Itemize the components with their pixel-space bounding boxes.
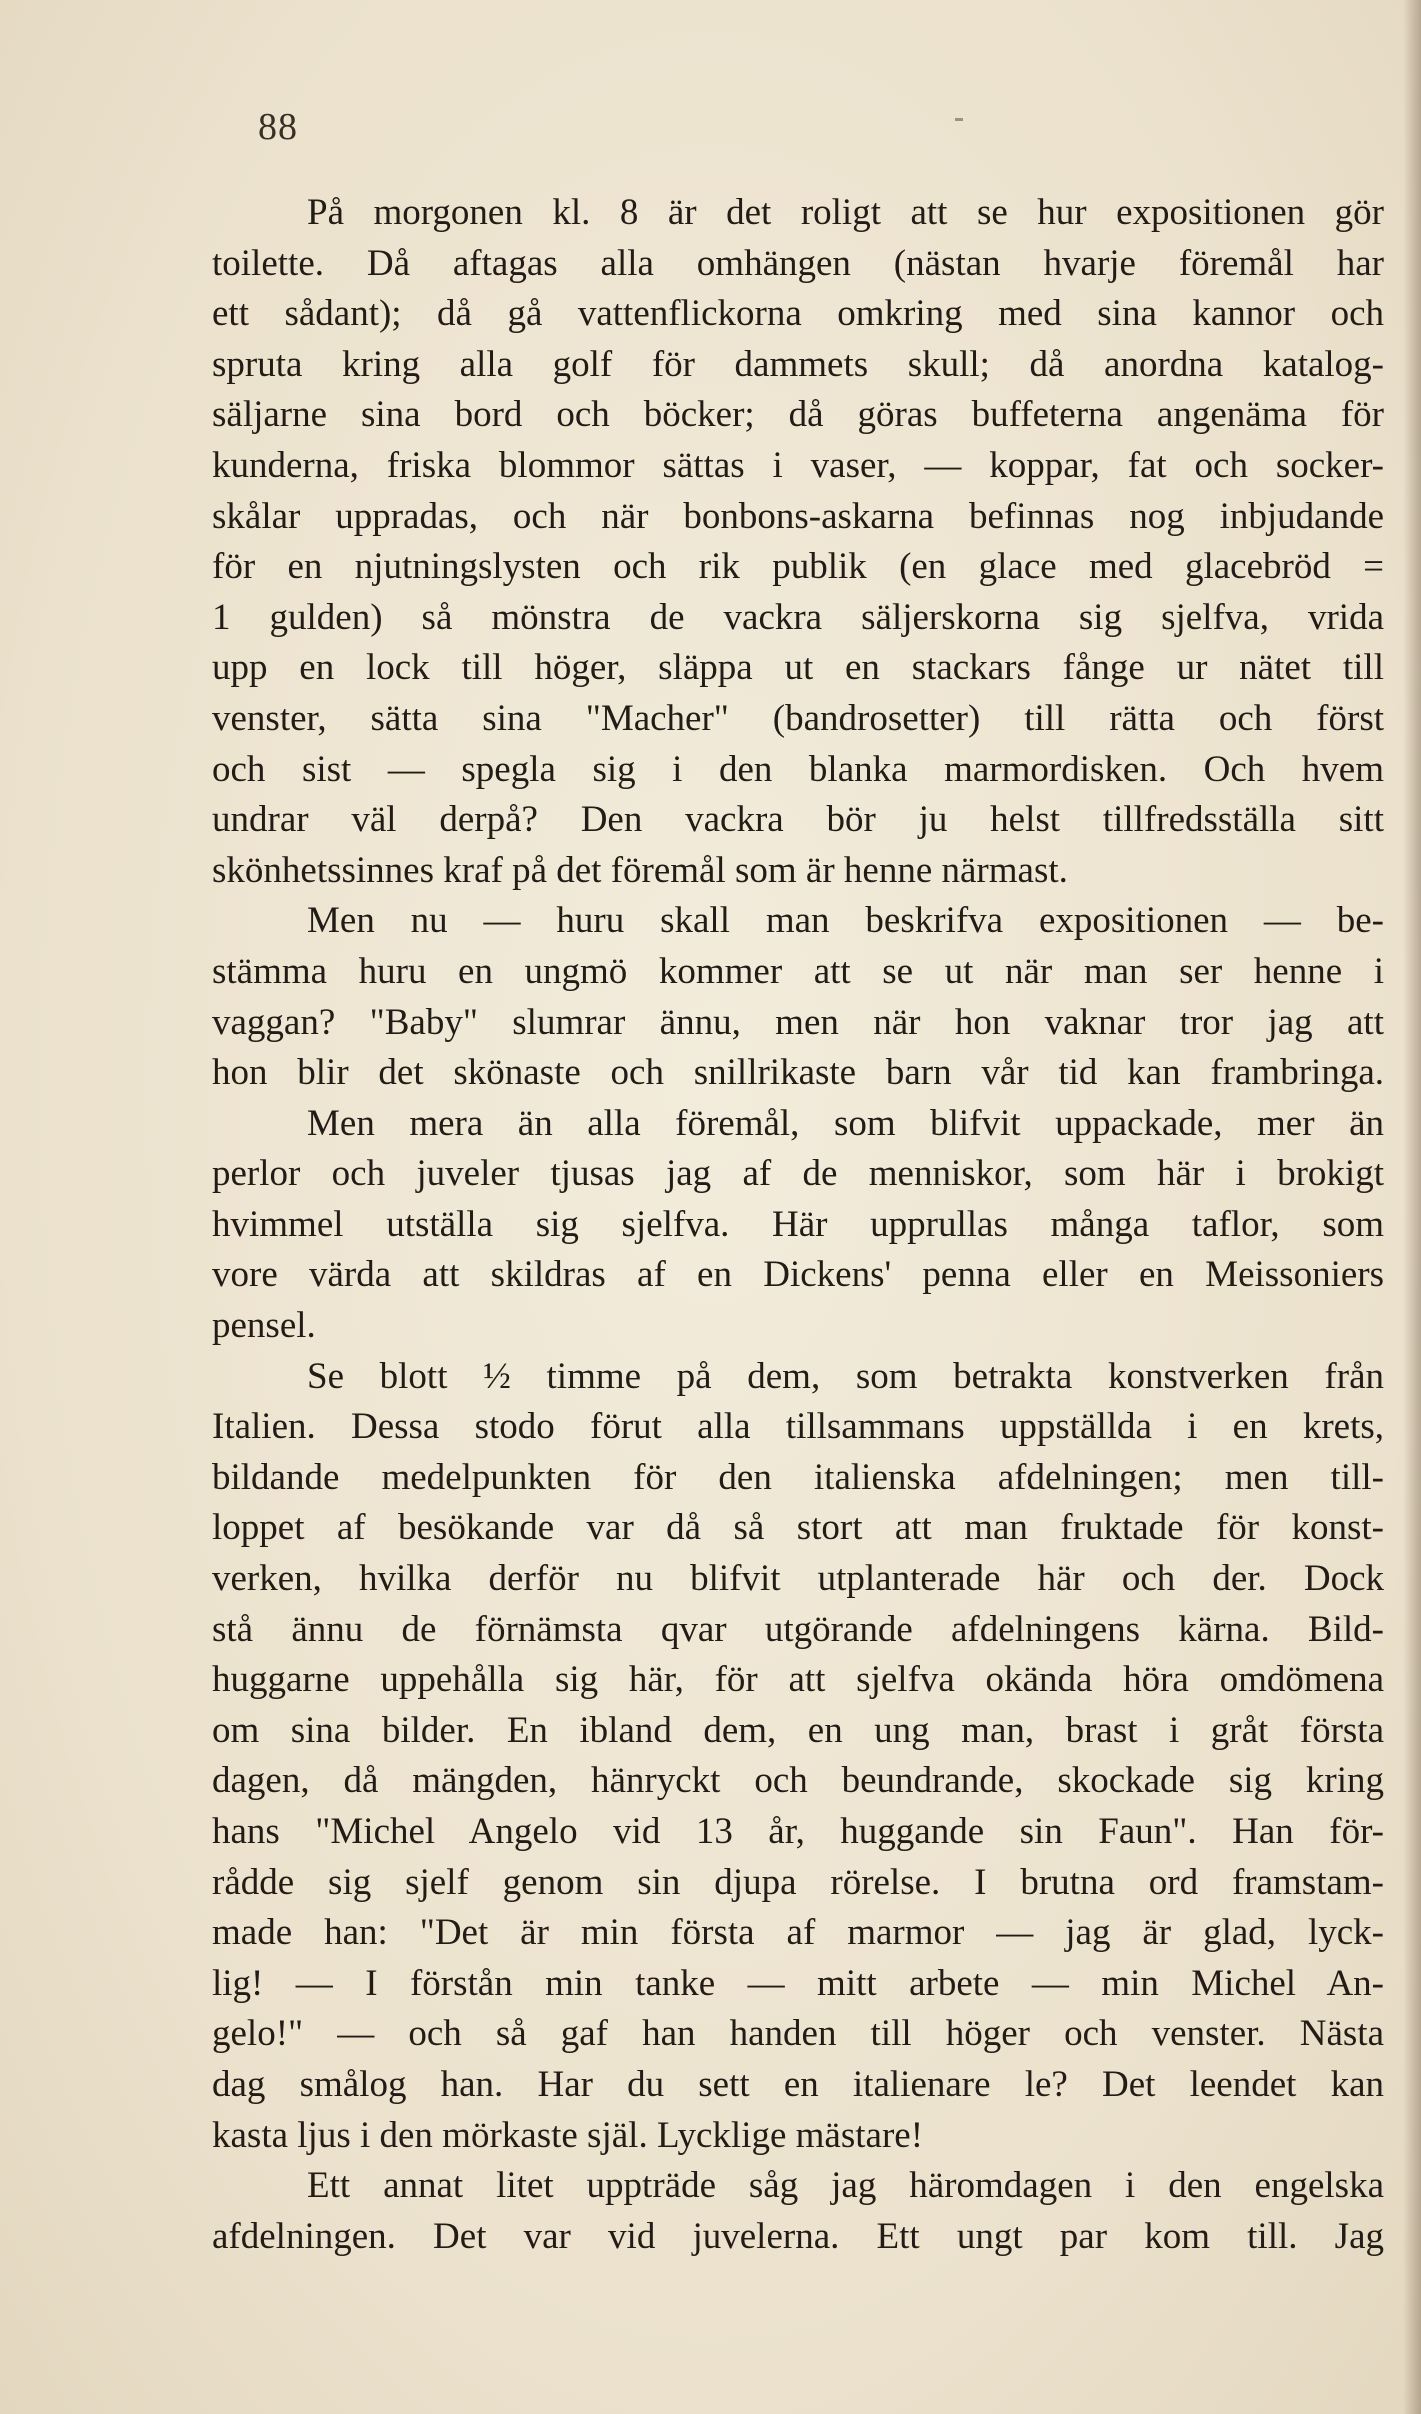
text-line: loppet af besökande var då så stort att man fruktade för konst- [212, 1507, 1384, 1549]
text-line: skålar uppradas, och när bonbons-askarna befinnas nog inbjudande [212, 495, 1384, 537]
page-number: 88 [258, 106, 298, 148]
text-line: bildande medelpunkten för den italienska afdelningen; men till- [212, 1456, 1384, 1498]
text-line: upp en lock till höger, släppa ut en stackars fånge ur nätet till [212, 647, 1384, 689]
text-line: rådde sig sjelf genom sin djupa rörelse. I brutna ord framstam- [212, 1861, 1384, 1903]
text-line: Se blott ½ timme på dem, som betrakta konstverken från [307, 1355, 1384, 1397]
text-line: hans "Michel Angelo vid 13 år, huggande sin Faun". Han för- [212, 1811, 1384, 1852]
text-line: 1 gulden) så mönstra de vackra säljerskorna sig sjelfva, vrida [212, 596, 1384, 638]
text-line: och sist — spegla sig i den blanka marmordisken. Och hvem [212, 748, 1384, 790]
text-line: för en njutningslysten och rik publik (en glace med glacebröd = [212, 546, 1384, 588]
text-line: venster, sätta sina "Macher" (bandrosetter) till rätta och först [212, 697, 1384, 739]
text-line: På morgonen kl. 8 är det roligt att se hur expositionen gör [307, 192, 1384, 233]
text-line: toilette. Då aftagas alla omhängen (nästan hvarje föremål har [212, 242, 1384, 284]
text-line: kasta ljus i den mörkaste själ. Lycklige mästare! [212, 2114, 924, 2156]
text-line: hvimmel utställa sig sjelfva. Här upprullas många taflor, som [212, 1203, 1384, 1245]
text-line: undrar väl derpå? Den vackra bör ju helst tillfredsställa sitt [212, 799, 1384, 841]
text-line: pensel. [212, 1305, 316, 1347]
text-line: hon blir det skönaste och snillrikaste barn vår tid kan frambringa. [212, 1052, 1384, 1094]
text-line: säljarne sina bord och böcker; då göras buffeterna angenäma för [212, 394, 1384, 436]
text-line: Men nu — huru skall man beskrifva expositionen — be- [307, 900, 1384, 942]
print-mark [955, 118, 963, 121]
text-line: spruta kring alla golf för dammets skull; då anordna katalog- [212, 343, 1384, 385]
text-line: lig! — I förstån min tanke — mitt arbete — min Michel An- [212, 1962, 1384, 2004]
text-line: gelo!" — och så gaf han handen till höger och venster. Nästa [212, 2013, 1384, 2055]
text-line: ett sådant); då gå vattenflickorna omkring med sina kannor och [212, 293, 1384, 335]
text-line: Men mera än alla föremål, som blifvit uppackade, mer än [307, 1102, 1384, 1144]
text-line: stämma huru en ungmö kommer att se ut när man ser henne i [212, 950, 1384, 992]
text-line: kunderna, friska blommor sättas i vaser, — koppar, fat och socker- [212, 444, 1384, 486]
text-line: skönhetssinnes kraf på det föremål som är henne närmast. [212, 849, 1068, 891]
text-line: huggarne uppehålla sig här, för att sjelfva okända höra omdömena [212, 1659, 1384, 1701]
page-edge-shadow [1403, 0, 1421, 2414]
text-line: om sina bilder. En ibland dem, en ung man, brast i gråt första [212, 1709, 1384, 1751]
text-line: dag smålog han. Har du sett en italienare le? Det leendet kan [212, 2063, 1384, 2105]
text-line: Italien. Dessa stodo förut alla tillsammans uppställda i en krets, [212, 1406, 1384, 1448]
text-line: dagen, då mängden, hänryckt och beundrande, skockade sig kring [212, 1760, 1384, 1802]
text-line: Ett annat litet uppträde såg jag häromdagen i den engelska [307, 2165, 1384, 2207]
text-line: afdelningen. Det var vid juvelerna. Ett ungt par kom till. Jag [212, 2215, 1384, 2257]
text-line: verken, hvilka derför nu blifvit utplanterade här och der. Dock [212, 1558, 1384, 1600]
text-line: vaggan? "Baby" slumrar ännu, men när hon vaknar tror jag att [212, 1001, 1384, 1043]
text-line: stå ännu de förnämsta qvar utgörande afdelningens kärna. Bild- [212, 1608, 1384, 1650]
body-text [212, 188, 1384, 2262]
text-line: perlor och juveler tjusas jag af de menniskor, som här i brokigt [212, 1153, 1384, 1195]
text-line: vore värda att skildras af en Dickens' penna eller en Meissoniers [212, 1254, 1384, 1296]
text-line: made han: "Det är min första af marmor — jag är glad, lyck- [212, 1912, 1384, 1954]
